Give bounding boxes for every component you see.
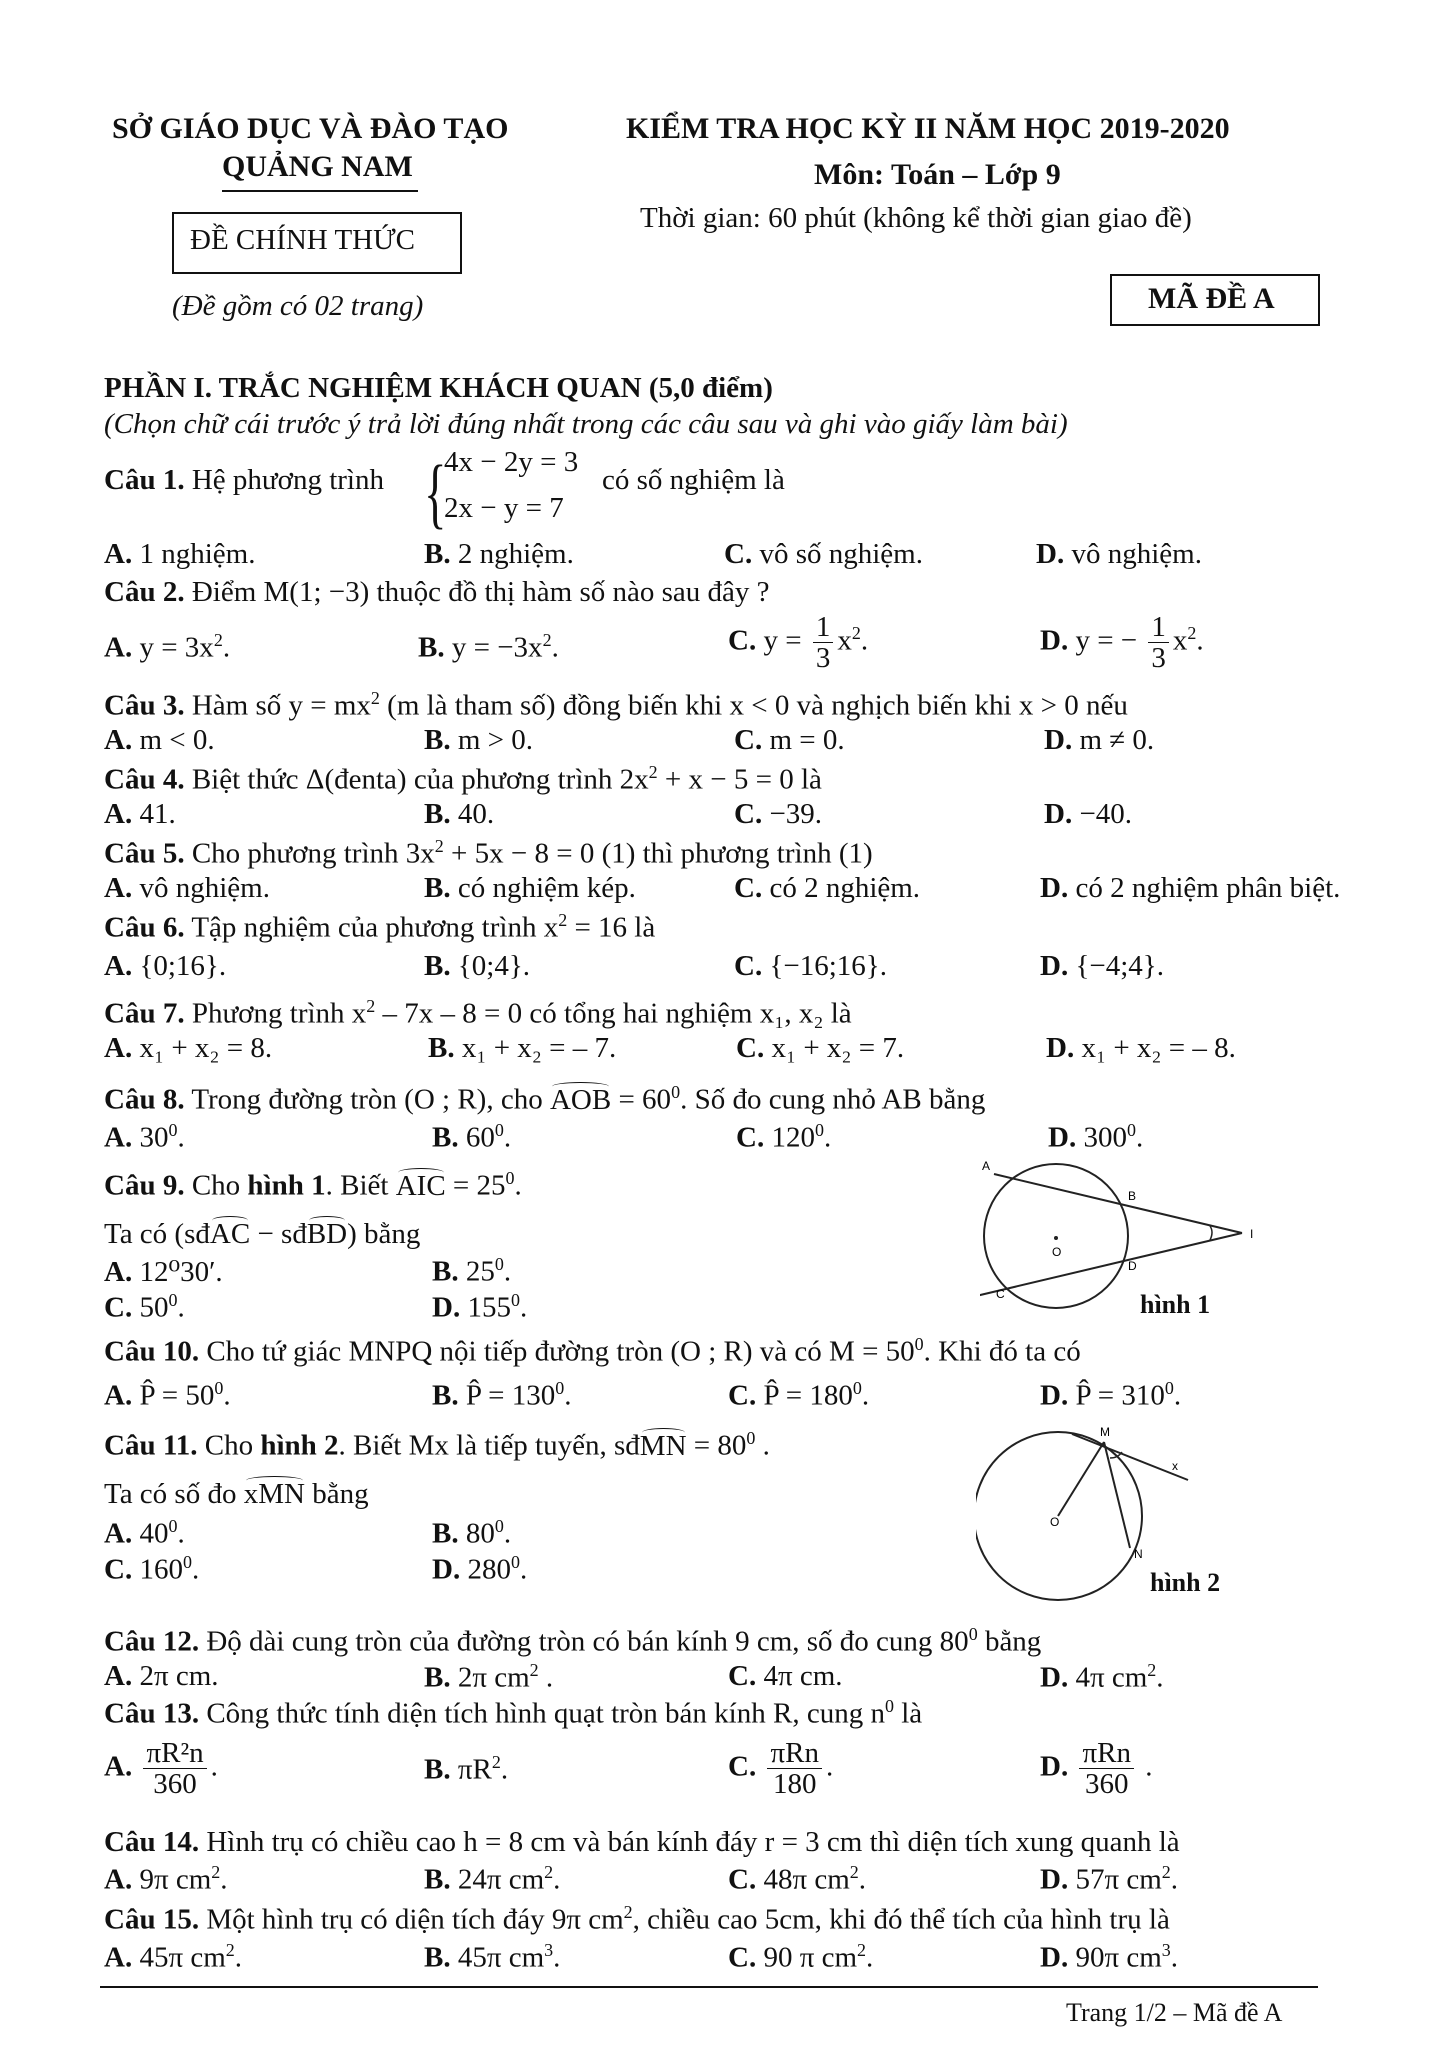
- q1-eq1: 4x − 2y = 3: [444, 446, 579, 478]
- question-11-line2: Ta có số đo xMN bằng: [104, 1478, 369, 1510]
- fig1-label-O: O: [1052, 1245, 1062, 1259]
- fig1-label-B: B: [1128, 1189, 1137, 1203]
- dept-underline: [222, 190, 418, 192]
- q4-option-b: B. 40.: [424, 798, 495, 830]
- q12-option-d: D. 4π $cm^2$.: [1040, 1660, 1164, 1694]
- section-instruction: (Chọn chữ cái trước ý trả lời đúng nhất trong các câu sau và ghi vào giấy làm bài): [104, 408, 1068, 440]
- fig2-label-N: N: [1134, 1547, 1143, 1561]
- fig1-label-D: D: [1128, 1259, 1137, 1273]
- q8-option-c: C. $120^0$.: [736, 1120, 832, 1154]
- q14-option-d: D. 57π $cm^2$.: [1040, 1862, 1179, 1896]
- question-11: Câu 11. Cho hình 2. Biết Mx là tiếp tuyến, sđMN = $80^0$ .: [104, 1428, 770, 1462]
- fig1-line-AI: [994, 1174, 1242, 1233]
- q7-option-d: D. x₁ + x₂ = – 8.: [1046, 1032, 1236, 1064]
- q3-option-b: B. m > 0.: [424, 724, 534, 756]
- q11-option-c: C. $160^0$.: [104, 1552, 200, 1586]
- fig2-label-x: x: [1172, 1459, 1178, 1473]
- q11-option-d: D. $280^0$.: [432, 1552, 528, 1586]
- section-title: PHẦN I. TRẮC NGHIỆM KHÁCH QUAN (5,0 điểm): [104, 372, 773, 404]
- q13-option-d: D. $\frac{\text{πRn}}{360}$ .: [1040, 1737, 1153, 1801]
- q4-option-c: C. −39.: [734, 798, 823, 830]
- q3-option-d: D. m ≠ 0.: [1044, 724, 1155, 756]
- q10-option-a: A. P̂ = $50^0$.: [104, 1378, 231, 1412]
- q15-option-a: A. 45π $cm^2$.: [104, 1940, 243, 1974]
- q9-option-d: D. $155^0$.: [432, 1290, 528, 1324]
- q14-option-a: A. 9π $cm^2$.: [104, 1862, 228, 1896]
- q9-option-a: A. 12⁰30′.: [104, 1256, 223, 1288]
- q1-prefix: Hệ phương trình: [191, 464, 384, 496]
- official-label: ĐỀ CHÍNH THỨC: [190, 224, 415, 256]
- fig2-chord-MN: [1104, 1442, 1130, 1548]
- q8-option-b: B. $60^0$.: [432, 1120, 512, 1154]
- question-1: [104, 464, 384, 497]
- fig2-label-M: M: [1100, 1425, 1110, 1439]
- q7-option-c: C. x₁ + x₂ = 7.: [736, 1032, 905, 1064]
- fig2-label-O: O: [1050, 1515, 1060, 1529]
- q6-option-b: B. {0;4}.: [424, 950, 530, 982]
- exam-code: MÃ ĐỀ A: [1148, 282, 1275, 315]
- exam-title: KIỂM TRA HỌC KỲ II NĂM HỌC 2019-2020: [626, 112, 1230, 145]
- q10-option-b: B. P̂ = $130^0$.: [432, 1378, 572, 1412]
- q10-option-c: C. P̂ = $180^0$.: [728, 1378, 870, 1412]
- q11-option-b: B. $80^0$.: [432, 1516, 512, 1550]
- question-14: Câu 14. Hình trụ có chiều cao h = 8 cm và bán kính đáy r = 3 cm thì diện tích xung quanh là: [104, 1826, 1180, 1858]
- q14-option-c: C. 48π $cm^2$.: [728, 1862, 867, 1896]
- subject-line: Môn: Toán – Lớp 9: [814, 158, 1061, 191]
- q2-option-b: B. $y = -3x^2$.: [418, 630, 559, 664]
- q4-option-d: D. −40.: [1044, 798, 1133, 830]
- q14-option-b: B. 24π $cm^2$.: [424, 1862, 561, 1896]
- question-8: Câu 8. Trong đường tròn (O ; R), cho AOB = $60^0$. Số đo cung nhỏ AB bằng: [104, 1082, 986, 1116]
- q9-option-c: C. $50^0$.: [104, 1290, 185, 1324]
- q4-option-a: A. 41.: [104, 798, 176, 830]
- pages-note: (Đề gồm có 02 trang): [172, 290, 424, 322]
- question-12: Câu 12. Độ dài cung tròn của đường tròn có bán kính 9 cm, số đo cung $80^0$ bằng: [104, 1624, 1042, 1658]
- q9-option-b: B. $25^0$.: [432, 1254, 512, 1288]
- q1-number: Câu 1.: [104, 464, 185, 496]
- q13-option-b: B. $\pi R^2$.: [424, 1752, 509, 1786]
- q6-option-a: A. {0;16}.: [104, 950, 227, 982]
- q3-option-a: A. m < 0.: [104, 724, 215, 756]
- q1-option-d: D. vô nghiệm.: [1036, 538, 1202, 570]
- q1-brace: {: [424, 449, 447, 536]
- fig1-line-CI: [980, 1233, 1242, 1296]
- q2-option-a: A. $y = 3x^2$.: [104, 630, 231, 664]
- q12-option-a: A. 2π cm.: [104, 1660, 219, 1692]
- q15-option-b: B. 45π $cm^3$.: [424, 1940, 561, 1974]
- q6-option-c: C. {−16;16}.: [734, 950, 887, 982]
- q1-option-b: B. 2 nghiệm.: [424, 538, 574, 570]
- q2-option-c: C. y = $\frac{1}{3}$ $x^2$.: [728, 611, 869, 675]
- q1-option-c: C. vô số nghiệm.: [724, 538, 923, 570]
- q7-option-b: B. x₁ + x₂ = – 7.: [428, 1032, 617, 1064]
- question-2: Câu 2. Điểm M(1; −3) thuộc đồ thị hàm số nào sau đây ?: [104, 576, 770, 608]
- figure-1: [980, 1160, 1280, 1320]
- q3-option-c: C. m = 0.: [734, 724, 845, 756]
- q1-eq2: 2x − y = 7: [444, 492, 564, 524]
- q5-option-b: B. có nghiệm kép.: [424, 872, 636, 904]
- question-15: Câu 15. Một hình trụ có diện tích đáy 9π $cm^2$, chiều cao 5cm, khi đó thể tích của hình trụ là: [104, 1902, 1170, 1936]
- q1-postfix: có số nghiệm là: [602, 464, 785, 496]
- question-6: Câu 6. Tập nghiệm của phương trình $x^2 = 16$ là: [104, 910, 656, 944]
- q15-option-d: D. 90π $cm^3$.: [1040, 1940, 1179, 1974]
- figure-1-caption: hình 1: [1140, 1290, 1211, 1319]
- q13-option-c: C. $\frac{\text{πRn}}{180}$ .: [728, 1737, 834, 1801]
- question-5: Câu 5. Cho phương trình $3x^2 + 5x - 8 = 0$ (1) thì phương trình (1): [104, 836, 873, 870]
- question-10: Câu 10. Cho tứ giác MNPQ nội tiếp đường tròn (O ; R) và có $M = 50^0$. Khi đó ta có: [104, 1334, 1081, 1368]
- q13-option-a: A. $\frac{\text{πR²n}}{360}$ .: [104, 1737, 218, 1801]
- dept-line1: SỞ GIÁO DỤC VÀ ĐÀO TẠO: [112, 112, 509, 145]
- q10-option-d: D. P̂ = $310^0$.: [1040, 1378, 1182, 1412]
- footer-rule: [100, 1986, 1318, 1988]
- q11-option-a: A. $40^0$.: [104, 1516, 185, 1550]
- q12-option-c: C. 4π cm.: [728, 1660, 843, 1692]
- q6-option-d: D. {−4;4}.: [1040, 950, 1164, 982]
- question-4: Câu 4. Biệt thức Δ(đenta) của phương trình $2x^2 + x - 5 = 0$ là: [104, 762, 822, 796]
- page-footer: Trang 1/2 – Mã đề A: [1066, 1998, 1283, 2027]
- q12-option-b: B. 2π $cm^2$ .: [424, 1660, 554, 1694]
- fig2-radius: [1058, 1442, 1104, 1516]
- q1-option-a: A. 1 nghiệm.: [104, 538, 256, 570]
- q5-option-c: C. có 2 nghiệm.: [734, 872, 921, 904]
- q5-option-a: A. vô nghiệm.: [104, 872, 270, 904]
- figure-2-caption: hình 2: [1150, 1568, 1221, 1597]
- fig1-label-C: C: [996, 1287, 1005, 1301]
- dept-line2: QUẢNG NAM: [222, 150, 413, 183]
- q5-option-d: D. có 2 nghiệm phân biệt.: [1040, 872, 1341, 904]
- question-3: Câu 3. Hàm số $y = mx^2$ (m là tham số) đồng biến khi x < 0 và nghịch biến khi x > 0 nếu: [104, 688, 1128, 722]
- question-9: Câu 9. Cho hình 1. Biết AIC = $25^0$.: [104, 1168, 522, 1202]
- q7-option-a: A. x₁ + x₂ = 8.: [104, 1032, 273, 1064]
- duration-line: Thời gian: 60 phút (không kể thời gian giao đề): [640, 202, 1192, 234]
- fig1-angle-mark: [1210, 1226, 1212, 1240]
- q15-option-c: C. 90 π $cm^2$.: [728, 1940, 874, 1974]
- fig1-center-dot: [1054, 1236, 1058, 1240]
- q2-option-d: D. y = − $\frac{1}{3}$ $x^2$.: [1040, 611, 1204, 675]
- question-7: Câu 7. Phương trình $x^2 - 7x - 8 = 0$ có tổng hai nghiệm x₁, x₂ là: [104, 996, 852, 1030]
- question-9-line2: Ta có (sđAC − sđBD) bằng: [104, 1218, 421, 1250]
- fig1-label-I: I: [1250, 1227, 1254, 1241]
- q8-option-d: D. $300^0$.: [1048, 1120, 1144, 1154]
- q8-option-a: A. $30^0$.: [104, 1120, 185, 1154]
- question-13: Câu 13. Công thức tính diện tích hình quạt tròn bán kính R, cung $n^0$ là: [104, 1696, 923, 1730]
- fig1-label-A: A: [982, 1160, 991, 1173]
